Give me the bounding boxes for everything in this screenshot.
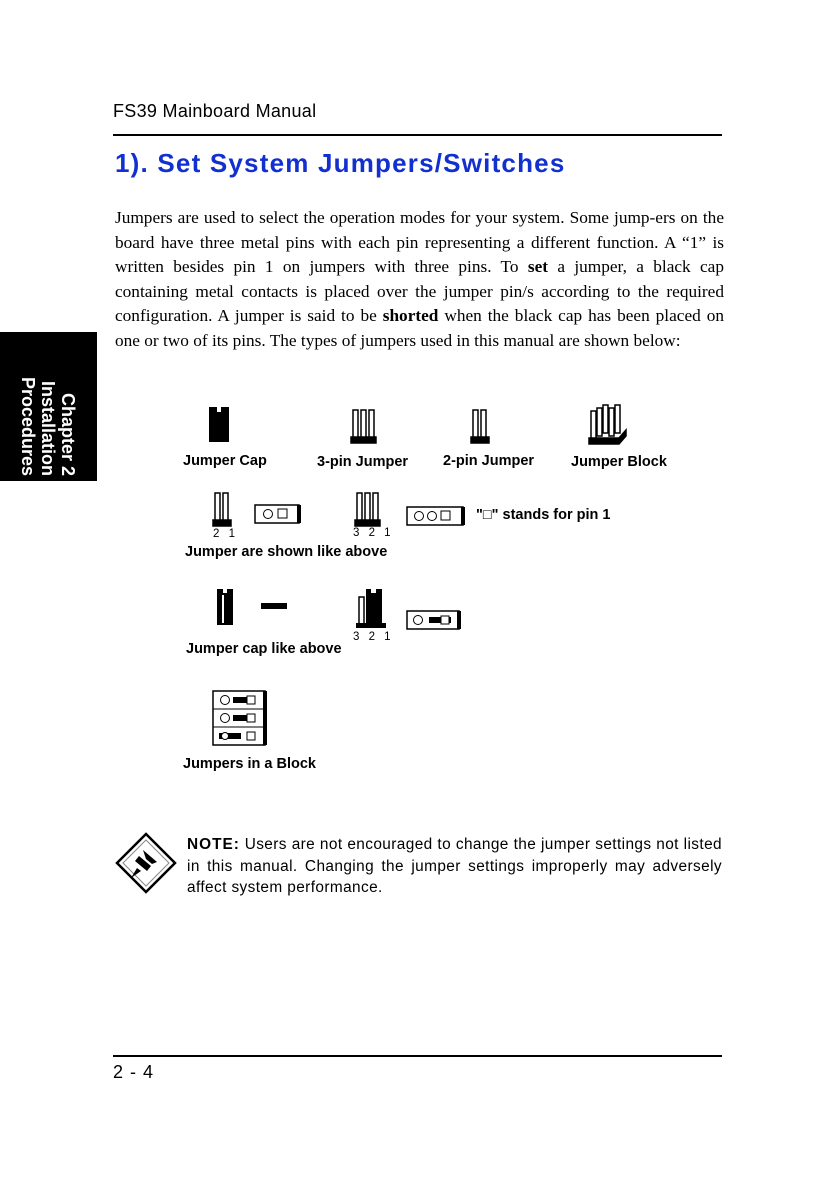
pin-label-21: 2 1 <box>213 528 238 540</box>
capped-two-pin-icon <box>217 589 233 625</box>
jumper-cap-icon <box>209 407 229 442</box>
jumper-cap-label: Jumper Cap <box>183 453 267 469</box>
intro-part2: a jumper, a black cap containing metal contacts is placed over the jumper pin/s according to the required configuration. A jumper is said to be <box>115 257 724 325</box>
capped-three-pin-icon <box>356 589 386 628</box>
intro-part3: when the black cap has been placed on one or two of its pins. The types of jumpers used in this manual are shown below: <box>115 306 724 350</box>
side-tab-line1: Chapter 2 <box>58 392 78 476</box>
three-pin-jumper-icon <box>351 410 376 443</box>
pin-label-321-capped: 3 2 1 <box>353 631 394 643</box>
three-pin-symbol <box>407 507 465 525</box>
header-rule <box>113 134 722 136</box>
cap-like-above-label: Jumper cap like above <box>186 641 342 657</box>
page-number: 2 - 4 <box>113 1062 155 1082</box>
set-keyword: set <box>527 257 549 276</box>
side-tab-line3: Procedures <box>18 376 38 476</box>
manual-header: FS39 Mainboard Manual <box>113 101 317 121</box>
jumper-block-icon <box>589 405 626 444</box>
intro-paragraph <box>115 206 724 353</box>
three-pin-label: 3-pin Jumper <box>317 454 409 470</box>
shorted-bar-symbol <box>261 603 287 609</box>
note-body: Users are not encouraged to change the jumper settings not listed in this manual. Changing the jumper settings improperly may adversely affect system performance. <box>187 836 722 896</box>
side-tab-line2: Installation <box>38 380 58 476</box>
three-pin-shown-icon <box>355 493 380 526</box>
jumper-block-symbol <box>213 691 267 745</box>
footer-rule <box>113 1055 722 1057</box>
note-label: NOTE: <box>187 836 240 853</box>
jumper-block-label: Jumper Block <box>571 454 667 470</box>
chapter-side-tab <box>0 332 97 481</box>
note-paragraph <box>187 834 722 899</box>
pin1-legend: "□" stands for pin 1 <box>476 507 611 523</box>
two-pin-shown-icon <box>213 493 231 526</box>
capped-three-pin-symbol <box>407 611 461 629</box>
two-pin-jumper-icon <box>471 410 489 443</box>
two-pin-label: 2-pin Jumper <box>443 453 535 469</box>
section-title: 1). Set System Jumpers/Switches <box>115 148 566 178</box>
jumpers-in-block-label: Jumpers in a Block <box>183 756 316 772</box>
shown-like-above-label: Jumper are shown like above <box>185 544 388 560</box>
shorted-keyword: shorted <box>382 306 439 325</box>
intro-part1: Jumpers are used to select the operation modes for your system. Some jump-ers on the board have three metal pins with each pin representing a different function. A “1” is written besides pin 1 on jumpers with three pins. To <box>115 208 724 276</box>
pushpin-note-icon <box>115 832 177 894</box>
pin-label-321: 3 2 1 <box>353 527 394 539</box>
two-pin-symbol <box>255 505 301 523</box>
jumper-figure <box>175 395 695 785</box>
